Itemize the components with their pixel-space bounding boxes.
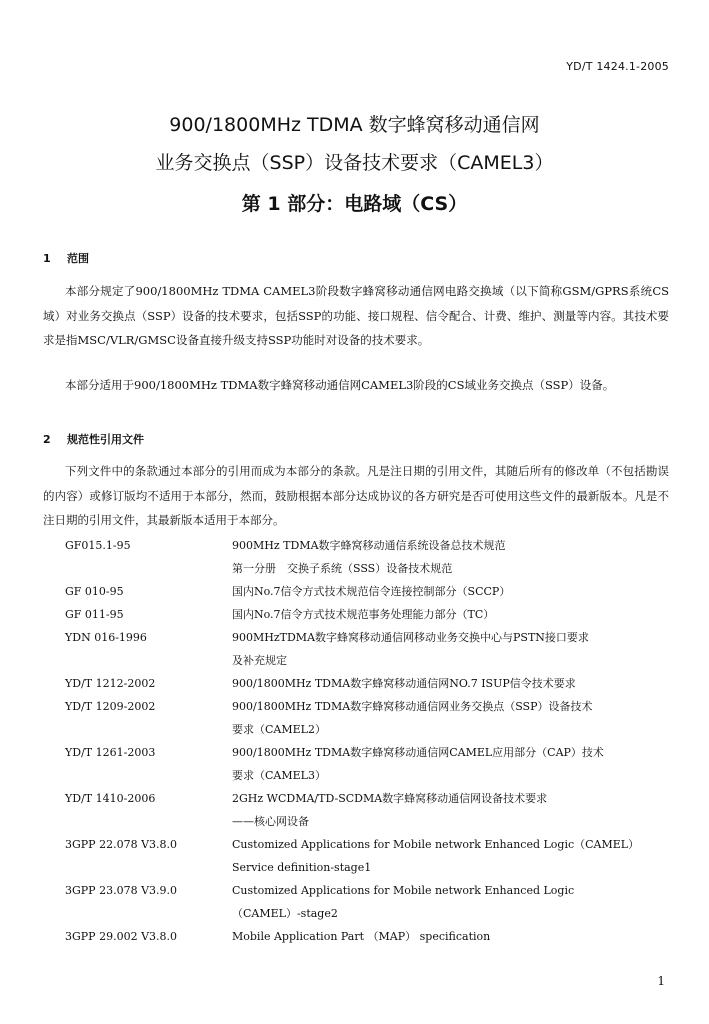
reference-title-line: 900/1800MHz TDMA数字蜂窝移动通信网CAMEL应用部分（CAP）技术 bbox=[232, 746, 604, 759]
reference-title bbox=[232, 879, 674, 925]
reference-title-line: ——核心网设备 bbox=[232, 815, 309, 828]
reference-item bbox=[0, 626, 709, 672]
reference-code: YD/T 1261-2003 bbox=[65, 746, 156, 759]
reference-item bbox=[0, 534, 709, 580]
reference-code: YD/T 1212-2002 bbox=[65, 677, 156, 690]
reference-title-line: Mobile Application Part （MAP） specification bbox=[232, 930, 491, 943]
standard-number: YD/T 1424.1-2005 bbox=[566, 60, 669, 73]
section-heading-scope bbox=[43, 250, 89, 266]
reference-title-line: 要求（CAMEL3） bbox=[232, 769, 326, 782]
scope-paragraph-1: 本部分规定了900/1800MHz TDMA CAMEL3阶段数字蜂窝移动通信网电路交换域（以下简称GSM/GPRS系统CS域）对业务交换点（SSP）设备的技术要求，包括SSP的功能、接口规程、信令配合、计费、维护、测量等内容。其技术要求是指MSC/VLR/GMSC设备直接升级支持SSP功能时对设备的技术要求。 bbox=[43, 284, 669, 347]
reference-item bbox=[0, 787, 709, 833]
reference-title-line: 及补充规定 bbox=[232, 654, 287, 667]
reference-title bbox=[232, 833, 674, 879]
reference-code: 3GPP 29.002 V3.8.0 bbox=[65, 930, 178, 943]
section-heading-normative-references bbox=[43, 431, 144, 447]
reference-code: GF 010-95 bbox=[65, 585, 124, 598]
page-number: 1 bbox=[657, 974, 665, 988]
reference-code: YD/T 1209-2002 bbox=[65, 700, 156, 713]
reference-title bbox=[232, 695, 674, 741]
reference-title bbox=[232, 741, 674, 787]
reference-title-line: Service definition-stage1 bbox=[232, 861, 372, 874]
reference-code: YDN 016-1996 bbox=[65, 631, 147, 644]
reference-title-line: 900/1800MHz TDMA数字蜂窝移动通信网业务交换点（SSP）设备技术 bbox=[232, 700, 593, 713]
reference-item bbox=[0, 603, 709, 626]
reference-title-line: 2GHz WCDMA/TD-SCDMA数字蜂窝移动通信网设备技术要求 bbox=[232, 792, 548, 805]
references-intro-paragraph: 下列文件中的条款通过本部分的引用而成为本部分的条款。凡是注日期的引用文件，其随后所有的修改单（不包括勘误的内容）或修订版均不适用于本部分，然而，鼓励根据本部分达成协议的各方研究是否可使用这些文件的最新版本。凡是不注日期的引用文件，其最新版本适用于本部分。 bbox=[43, 464, 669, 527]
reference-item bbox=[0, 833, 709, 879]
reference-item bbox=[0, 925, 709, 948]
reference-code: GF015.1-95 bbox=[65, 539, 131, 552]
reference-item bbox=[0, 672, 709, 695]
reference-item bbox=[0, 741, 709, 787]
section-title: 范围 bbox=[67, 252, 89, 265]
reference-item bbox=[0, 879, 709, 925]
reference-title-line: 900MHz TDMA数字蜂窝移动通信系统设备总技术规范 bbox=[232, 539, 506, 552]
reference-title bbox=[232, 672, 674, 695]
reference-code: YD/T 1410-2006 bbox=[65, 792, 156, 805]
reference-title-line: Customized Applications for Mobile network Enhanced Logic（CAMEL） bbox=[232, 838, 640, 851]
section-number: 1 bbox=[43, 252, 51, 265]
reference-code: GF 011-95 bbox=[65, 608, 124, 621]
reference-title-line: 国内No.7信令方式技术规范事务处理能力部分（TC） bbox=[232, 608, 495, 621]
reference-title bbox=[232, 925, 674, 948]
reference-title-line: 900MHzTDMA数字蜂窝移动通信网移动业务交换中心与PSTN接口要求 bbox=[232, 631, 589, 644]
reference-list bbox=[0, 534, 709, 948]
reference-title bbox=[232, 787, 674, 833]
document-title-line-2: 业务交换点（SSP）设备技术要求（CAMEL3） bbox=[155, 152, 554, 174]
scope-paragraph-2: 本部分适用于900/1800MHz TDMA数字蜂窝移动通信网CAMEL3阶段的CS域业务交换点（SSP）设备。 bbox=[65, 378, 615, 392]
reference-item bbox=[0, 695, 709, 741]
reference-title-line: 要求（CAMEL2） bbox=[232, 723, 326, 736]
reference-title-line: Customized Applications for Mobile network Enhanced Logic bbox=[232, 884, 575, 897]
section-title: 规范性引用文件 bbox=[67, 433, 144, 446]
reference-title bbox=[232, 603, 674, 626]
reference-title-line: 第一分册 交换子系统（SSS）设备技术规范 bbox=[232, 562, 453, 575]
reference-title bbox=[232, 626, 674, 672]
section-number: 2 bbox=[43, 433, 51, 446]
reference-item bbox=[0, 580, 709, 603]
reference-title-line: （CAMEL）-stage2 bbox=[232, 907, 338, 920]
reference-code: 3GPP 22.078 V3.8.0 bbox=[65, 838, 178, 851]
reference-title bbox=[232, 580, 674, 603]
document-title-line-3: 第 1 部分：电路域（CS） bbox=[241, 193, 468, 215]
document-title-line-1: 900/1800MHz TDMA 数字蜂窝移动通信网 bbox=[169, 114, 540, 136]
reference-code: 3GPP 23.078 V3.9.0 bbox=[65, 884, 178, 897]
reference-title-line: 国内No.7信令方式技术规范信令连接控制部分（SCCP） bbox=[232, 585, 511, 598]
reference-title-line: 900/1800MHz TDMA数字蜂窝移动通信网NO.7 ISUP信令技术要求 bbox=[232, 677, 576, 690]
reference-title bbox=[232, 534, 674, 580]
